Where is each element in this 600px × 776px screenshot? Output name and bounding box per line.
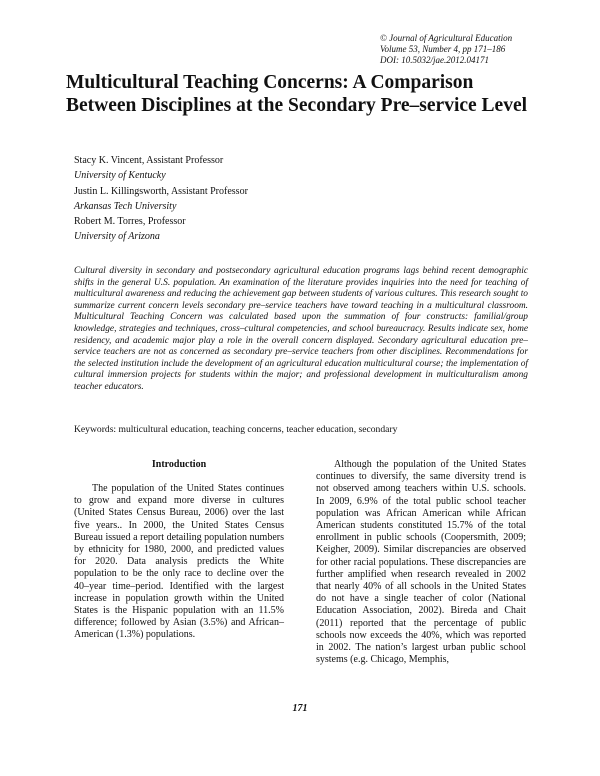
- body-column-right: [316, 459, 526, 666]
- journal-name: © Journal of Agricultural Education: [380, 33, 513, 43]
- author-affiliation: University of Arizona: [74, 231, 160, 243]
- author-list: [74, 153, 474, 245]
- journal-info: [380, 33, 590, 66]
- journal-volume: Volume 53, Number 4, pp 171–186: [380, 44, 506, 54]
- body-paragraph: Although the population of the United States continues to diversify, the same diversity trend is not observed among teachers within U.S. schools. In 2009, 6.9% of the total public school teacher population was African American while African American students constituted 15.7% of the total enrollment in public schools (Coopersmith, 2009; Keigher, 2009). Similar discrepancies are observed for other racial populations. These discrepancies are further amplified when research revealed in 2002 that nearly 40% of all schools in the United States do not have a single teacher of color (National Education Association, 2002). Bireda and Chait (2011) reported that the percentage of public schools now exceeds the 40%, which was reported in 2002. The nation’s largest urban public school systems (e.g. Chicago, Memphis,: [316, 459, 526, 666]
- abstract: Cultural diversity in secondary and postsecondary agricultural education programs lags behind recent demographic shifts in the general U.S. population. An examination of the literature provides inquiries into the need for teaching of multicultural awareness and reducing the achievement gap between students of various cultures. This research sought to summarize current concern levels secondary pre–service teachers have toward teaching in a multicultural classroom. Multicultural Teaching Concern was calculated based upon the summation of four constructs: familial/group knowledge, strategies and techniques, cross–cultural competencies, and school bureaucracy. Results indicate sex, home residency, and academic major play a role in the overall concern displayed. Secondary agricultural education pre–service teachers are not as concerned as secondary pre–service teachers from other disciplines. Recommendations for the selected institution include the development of an agricultural education multicultural course; the implementation of cultural immersion projects for students within the major; and professional development in multiculturalism among teacher educators.: [74, 266, 528, 392]
- author-name: Justin L. Killingsworth, Assistant Professor: [74, 185, 248, 197]
- body-paragraph: The population of the United States continues to grow and expand more diverse in cultures (United States Census Bureau, 2006) over the last five years.. In 2000, the United States Census Bureau issued a report detailing population numbers by ethnicity for 1980, 2000, and predicted values for 2020. Data analysis predicts the White population to be the only race to decline over the 40–year time–period. Identified with the largest increase in population growth within the United States is the Hispanic population with an 11.5% difference; followed by Asian (3.5%) and African–American (1.3%) populations.: [74, 483, 284, 641]
- body-column-left: [74, 459, 284, 642]
- author-affiliation: University of Kentucky: [74, 170, 166, 182]
- author-name: Robert M. Torres, Professor: [74, 216, 186, 228]
- keywords: Keywords: multicultural education, teaching concerns, teacher education, secondary: [74, 424, 398, 435]
- paper-title: Multicultural Teaching Concerns: A Comparison Between Disciplines at the Secondary Pre–service Level: [66, 72, 528, 116]
- author-name: Stacy K. Vincent, Assistant Professor: [74, 155, 224, 166]
- author-affiliation: Arkansas Tech University: [74, 200, 177, 212]
- page-number: 171: [292, 703, 308, 714]
- journal-doi: DOI: 10.5032/jae.2012.04171: [380, 55, 489, 65]
- section-heading-introduction: Introduction: [151, 459, 207, 470]
